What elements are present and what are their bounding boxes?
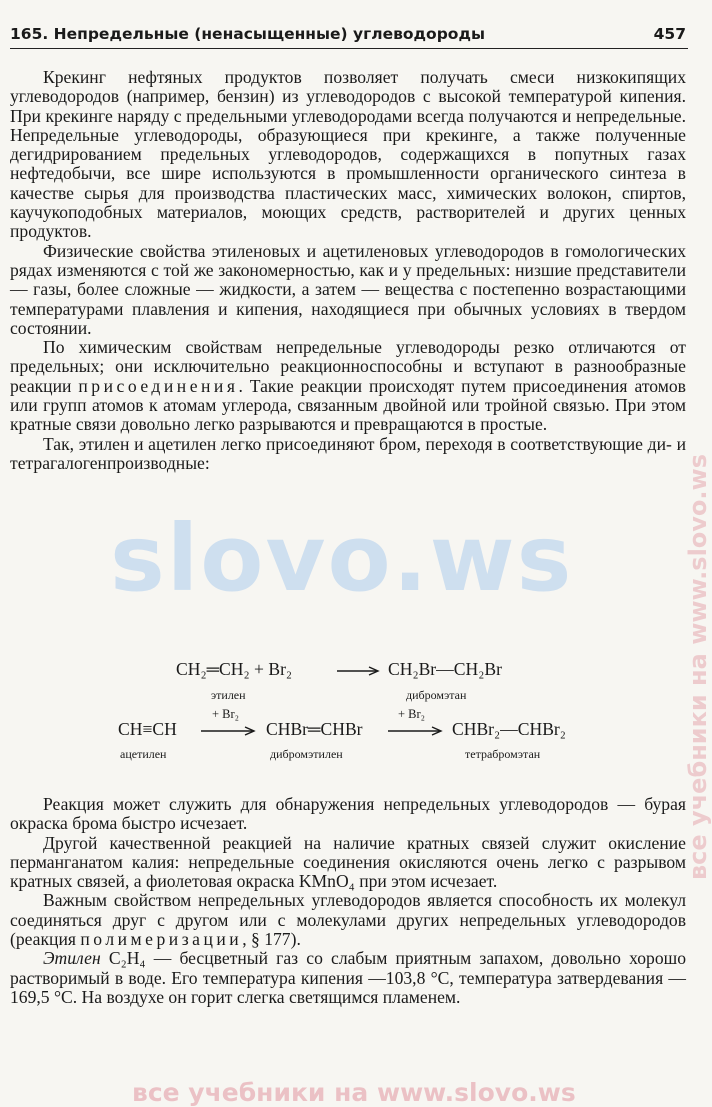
- reaction1-arrow-icon: [337, 665, 381, 677]
- reaction2-acetylene-formula: CH≡CH: [118, 719, 177, 739]
- page-number: 457: [653, 25, 686, 43]
- text-block-top: [10, 68, 686, 473]
- caption-dibromoethylene: дибромэтилен: [270, 747, 343, 761]
- paragraph-permanganate: Другой качественной реакцией на наличие кратных связей служит окисление перманганатом калия: непредельные соединения окисляются очень легко с разрывом кратных связей, а фиолетовая окраска KMnO₄ при этом исчезает.: [10, 832, 686, 892]
- paragraph-physical-properties: Физические свойства этиленовых и ацетиленовых углеводородов в гомологических рядах изменяются с той же закономерностью, как и у предельных: низшие представители — газы, более сложные — жидкости, а затем — вещества с постепенно возрастающими температурами плавления и кипения, находящиеся при обычных условиях в твердом состоянии.: [10, 240, 686, 338]
- watermark-center: slovo.ws: [110, 505, 574, 612]
- reaction1-product: CH₂Br—CH₂Br: [388, 659, 502, 679]
- paragraph-cracking: Крекинг нефтяных продуктов позволяет получать смеси низкокипящих углеводородов (например, бензин) из углеводородов с высокой температурой кипения. При крекинге наряду с предельными углеводородами всегда получаются и непредельные. Непредельные углеводороды, образующиеся при крекинге, а также полученные дегидрированием предельных углеводородов, содержащихся в попутных газах нефтедобычи, все шире используются в промышленности органического синтеза в качестве сырья для производства пластических масс, химических волокон, спиртов, каучукоподобных материалов, моющих средств, растворителей и других ценных продуктов.: [10, 67, 686, 242]
- reaction2-tetrabromoethane-formula: CHBr₂—CHBr₂: [452, 719, 566, 739]
- ethylene-formula: C₂H₄: [108, 948, 146, 969]
- caption-acetylene: ацетилен: [120, 747, 167, 761]
- paragraph-polymerization: [10, 891, 686, 949]
- section-title: 165. Непредельные (ненасыщенные) углеводороды: [10, 25, 485, 43]
- reaction2-arrow-2-icon: [388, 725, 444, 737]
- reaction2-condition-2: + Br₂: [398, 707, 426, 721]
- caption-dibromoethane: дибромэтан: [406, 688, 467, 702]
- para7-emphasis: полимеризации: [80, 929, 243, 950]
- ethylene-lead: Этилен: [43, 948, 101, 969]
- paragraph-bromine-addition: Так, этилен и ацетилен легко присоединяют бром, переходя в соответствующие ди- и тетрагалогенпроизводные:: [10, 433, 686, 473]
- paragraph-chemical-properties: [10, 338, 686, 434]
- reaction1-reactants: CH₂═CH₂ + Br₂: [176, 659, 293, 679]
- watermark-side: все учебники на www.slovo.ws: [684, 454, 712, 880]
- reaction2-arrow-1-icon: [201, 725, 257, 737]
- paragraph-ethylene: [10, 949, 686, 1007]
- para3-text-after: . Такие реакции происходят путем присоединения атомов или групп атомов к атомам углерода, связанным двойной или тройной связью. При этом кратные связи довольно легко разрываются и превращаются в простые.: [10, 375, 686, 435]
- para3-emphasis: присоединения: [78, 375, 239, 396]
- para7-text-before: Важным свойством непредельных углеводородов является способность их молекул соединяться друг с другом или с молекулами других непредельных углеводородов (реакция: [10, 890, 686, 950]
- para3-text-before: По химическим свойствам непредельные углеводороды резко отличаются от предельных; они исключительно реакционноспособны и вступают в разнообразные реакции: [10, 337, 686, 396]
- page-header: [10, 22, 688, 49]
- paragraph-detection: Реакция может служить для обнаружения непредельных углеводородов — бурая окраска брома быстро исчезает.: [10, 794, 686, 834]
- ethylene-description: — бесцветный газ со слабым приятным запахом, довольно хорошо растворимый в воде. Его температура кипения —103,8 °C, температура затвердевания —169,5 °C. На воздухе он горит слегка светящимся пламенем.: [10, 948, 686, 1007]
- caption-tetrabromoethane: тетрабромэтан: [465, 747, 541, 761]
- text-block-bottom: [10, 795, 686, 1007]
- caption-ethylene: этилен: [211, 688, 246, 702]
- watermark-bottom: все учебники на www.slovo.ws: [132, 1078, 576, 1107]
- reaction2-condition-1: + Br₂: [212, 707, 240, 721]
- reaction2-dibromoethylene-formula: CHBr═CHBr: [266, 719, 363, 739]
- para7-text-after: , § 177).: [242, 929, 301, 950]
